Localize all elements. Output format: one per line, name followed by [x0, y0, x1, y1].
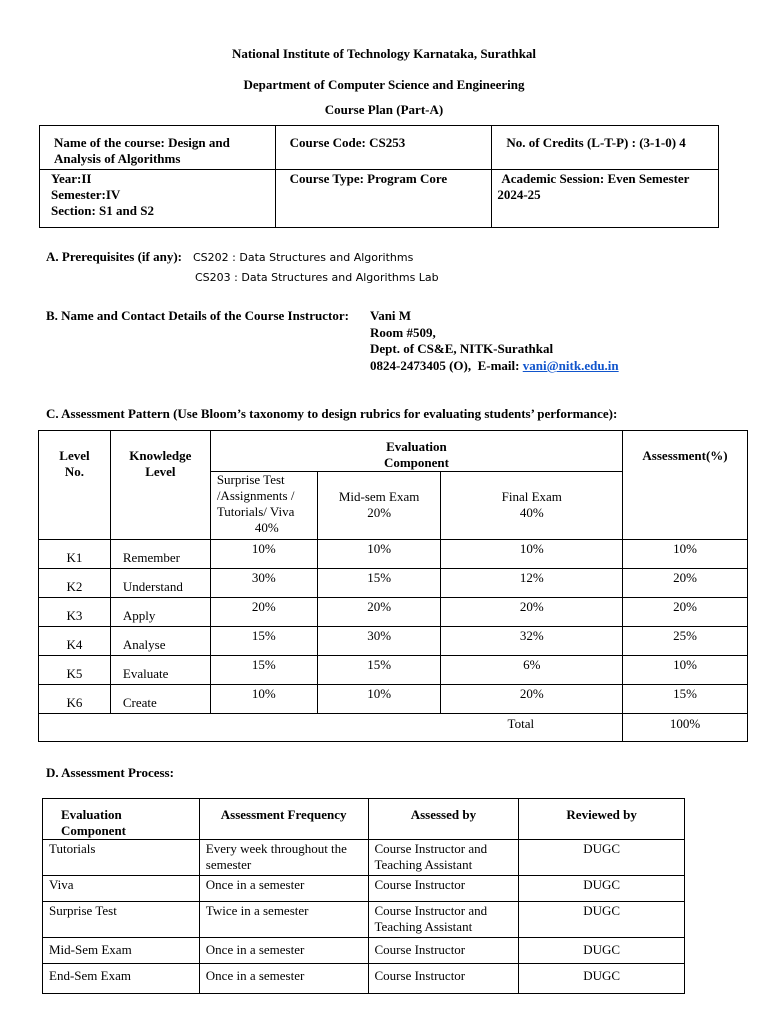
midsem-header — [317, 472, 441, 540]
surprise-header-line2: /Assignments / — [216, 488, 295, 503]
reviewed-by-cell: DUGC — [519, 938, 685, 964]
assessed-by-cell: Course Instructor — [368, 938, 519, 964]
assessment-row — [39, 627, 748, 656]
assessment-row — [39, 569, 748, 598]
reviewed-by-cell: DUGC — [519, 964, 685, 994]
surprise-value-cell: 30% — [210, 569, 317, 598]
assessed-by-cell: Course Instructor — [368, 964, 519, 994]
midsem-value-cell: 15% — [317, 569, 441, 598]
instructor-email-link[interactable]: vani@nitk.edu.in — [522, 358, 619, 373]
assessment-row — [39, 598, 748, 627]
midsem-header-line1: Mid-sem Exam — [338, 489, 420, 504]
session-line2: 2024-25 — [497, 187, 541, 202]
institute-title: National Institute of Technology Karnataka, Surathkal — [231, 46, 537, 61]
assessment-value-cell: 25% — [623, 627, 748, 656]
course-info-table — [39, 125, 719, 228]
knowledge-cell: Evaluate — [110, 656, 210, 685]
assessment-row — [39, 540, 748, 569]
final-header-line2: 40% — [519, 505, 544, 520]
prerequisite-item: CS203 : Data Structures and Algorithms Lab — [195, 271, 439, 284]
assessment-row — [39, 685, 748, 714]
session-line1: Academic Session: Even Semester — [501, 171, 690, 186]
reviewed-by-cell: DUGC — [519, 902, 685, 938]
course-name-cell — [40, 126, 276, 170]
course-type-cell — [275, 170, 492, 228]
assessment-value-cell: 10% — [623, 656, 748, 685]
assessment-value-cell: 20% — [623, 569, 748, 598]
final-value-cell: 20% — [441, 685, 623, 714]
total-value: 100% — [623, 714, 748, 742]
surprise-test-header — [210, 472, 317, 540]
assessment-row — [39, 656, 748, 685]
process-row — [43, 938, 685, 964]
surprise-value-cell: 20% — [210, 598, 317, 627]
department-title: Department of Computer Science and Engineering — [243, 77, 525, 92]
midsem-value-cell: 15% — [317, 656, 441, 685]
course-plan-title: Course Plan (Part-A) — [324, 102, 444, 117]
eval-header-line1: Evaluation — [386, 439, 447, 454]
level-cell: K5 — [39, 656, 111, 685]
frequency-cell: Twice in a semester — [199, 902, 368, 938]
assessment-pattern-table — [38, 430, 748, 742]
midsem-header-line2: 20% — [367, 505, 392, 520]
level-cell: K1 — [39, 540, 111, 569]
surprise-header-line4: 40% — [254, 520, 279, 535]
course-name-line2: Analysis of Algorithms — [54, 151, 181, 166]
midsem-value-cell: 10% — [317, 540, 441, 569]
level-cell: K4 — [39, 627, 111, 656]
final-value-cell: 32% — [441, 627, 623, 656]
assessed-by-cell: Course Instructor and Teaching Assistant — [368, 902, 519, 938]
process-row — [43, 964, 685, 994]
knowledge-level-header — [110, 431, 210, 540]
knowledge-cell: Create — [110, 685, 210, 714]
surprise-value-cell: 15% — [210, 627, 317, 656]
reviewed-by-cell: DUGC — [519, 840, 685, 876]
assessment-value-cell: 15% — [623, 685, 748, 714]
midsem-value-cell: 20% — [317, 598, 441, 627]
process-row — [43, 840, 685, 876]
final-exam-header — [441, 472, 623, 540]
assessed-by-cell: Course Instructor and Teaching Assistant — [368, 840, 519, 876]
surprise-header-line1: Surprise Test — [216, 472, 285, 487]
frequency-cell: Every week throughout the semester — [199, 840, 368, 876]
section: Section: S1 and S2 — [51, 203, 154, 218]
component-cell: Viva — [43, 876, 200, 902]
evaluation-component-header — [210, 431, 622, 472]
component-cell: End-Sem Exam — [43, 964, 200, 994]
assessed-by-cell: Course Instructor — [368, 876, 519, 902]
assessment-value-cell: 20% — [623, 598, 748, 627]
final-value-cell: 6% — [441, 656, 623, 685]
component-header — [43, 799, 200, 840]
component-header-line1: Evaluation — [61, 807, 122, 822]
knowledge-cell: Apply — [110, 598, 210, 627]
assessed-by-header: Assessed by — [368, 799, 519, 840]
final-value-cell: 12% — [441, 569, 623, 598]
course-type: Course Type: Program Core — [289, 171, 448, 186]
process-row — [43, 902, 685, 938]
final-value-cell: 10% — [441, 540, 623, 569]
instructor-phone: 0824-2473405 (O), E-mail: — [370, 358, 523, 373]
assessment-process-table — [42, 798, 685, 994]
level-cell: K6 — [39, 685, 111, 714]
assessment-percent-header: Assessment(%) — [623, 431, 748, 540]
frequency-cell: Once in a semester — [199, 938, 368, 964]
instructor-name: Vani M — [370, 308, 412, 323]
component-cell: Tutorials — [43, 840, 200, 876]
surprise-value-cell: 10% — [210, 540, 317, 569]
midsem-value-cell: 10% — [317, 685, 441, 714]
assessment-pattern-title: C. Assessment Pattern (Use Bloom’s taxonomy to design rubrics for evaluating students’ performance): — [46, 406, 618, 421]
level-cell: K3 — [39, 598, 111, 627]
instructor-label: B. Name and Contact Details of the Course Instructor: — [46, 308, 349, 323]
credits: No. of Credits (L-T-P) : (3-1-0) 4 — [506, 135, 686, 150]
reviewed-by-cell: DUGC — [519, 876, 685, 902]
prerequisite-item: CS202 : Data Structures and Algorithms — [193, 251, 414, 264]
frequency-header: Assessment Frequency — [199, 799, 368, 840]
credits-cell — [492, 126, 719, 170]
instructor-dept: Dept. of CS&E, NITK-Surathkal — [370, 341, 554, 356]
knowledge-header-line1: Knowledge — [129, 448, 192, 463]
frequency-cell: Once in a semester — [199, 964, 368, 994]
reviewed-by-header: Reviewed by — [519, 799, 685, 840]
level-no-header — [39, 431, 111, 540]
year: Year:II — [51, 171, 92, 186]
surprise-value-cell: 10% — [210, 685, 317, 714]
knowledge-cell: Remember — [110, 540, 210, 569]
surprise-header-line3: Tutorials/ Viva — [216, 504, 295, 519]
process-row — [43, 876, 685, 902]
semester: Semester:IV — [51, 187, 121, 202]
total-label: Total — [39, 714, 623, 742]
instructor-contact — [370, 358, 619, 374]
component-cell: Mid-Sem Exam — [43, 938, 200, 964]
assessment-value-cell: 10% — [623, 540, 748, 569]
course-code-cell — [275, 126, 492, 170]
level-no-header-line2: No. — [64, 464, 85, 479]
surprise-value-cell: 15% — [210, 656, 317, 685]
prerequisites-label: A. Prerequisites (if any): — [46, 249, 182, 264]
knowledge-cell: Analyse — [110, 627, 210, 656]
final-value-cell: 20% — [441, 598, 623, 627]
midsem-value-cell: 30% — [317, 627, 441, 656]
knowledge-header-line2: Level — [145, 464, 176, 479]
year-semester-cell — [40, 170, 276, 228]
knowledge-cell: Understand — [110, 569, 210, 598]
assessment-process-title: D. Assessment Process: — [46, 765, 174, 780]
component-header-line2: Component — [61, 823, 127, 838]
frequency-cell: Once in a semester — [199, 876, 368, 902]
level-cell: K2 — [39, 569, 111, 598]
level-no-header-line1: Level — [59, 448, 90, 463]
instructor-room: Room #509, — [370, 325, 436, 340]
final-header-line1: Final Exam — [501, 489, 562, 504]
course-code: Course Code: CS253 — [289, 135, 406, 150]
course-name-line1: Name of the course: Design and — [54, 135, 230, 150]
eval-header-line2: Component — [383, 455, 449, 470]
component-cell: Surprise Test — [43, 902, 200, 938]
session-cell — [492, 170, 719, 228]
